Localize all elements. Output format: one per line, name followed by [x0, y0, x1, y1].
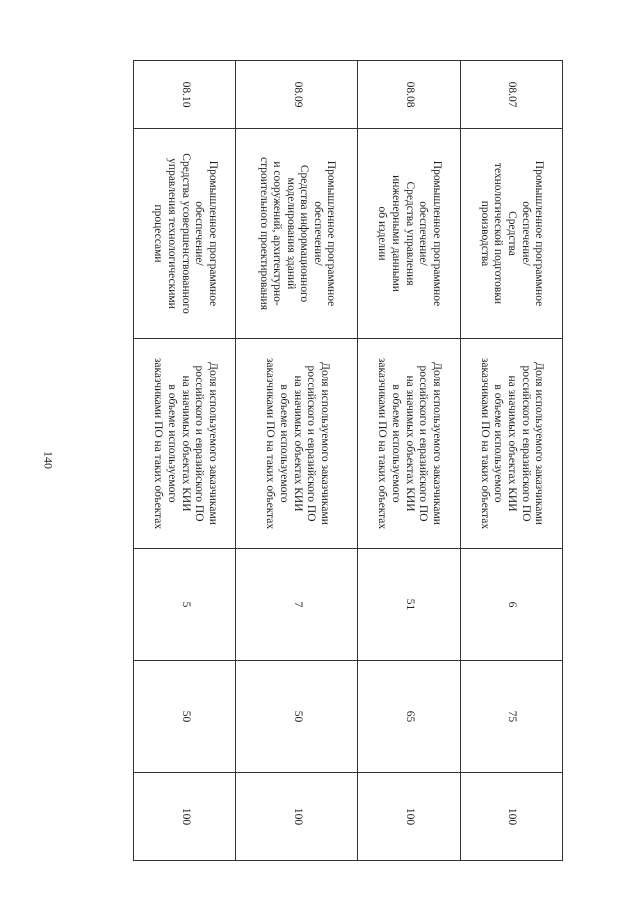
page-number: 140	[41, 451, 56, 469]
cell-indicator: Доля используемого заказчиками российского и евразийского ПО на значимых объектах КИИ в объеме используемого заказчиками ПО на таких объектах	[236, 339, 358, 549]
cell-base-value: 6	[460, 549, 562, 661]
table-row	[134, 61, 237, 861]
cell-base-value: 5	[134, 549, 237, 661]
cell-code: 08.10	[134, 61, 237, 129]
cell-indicator: Доля используемого заказчиками российского и евразийского ПО на значимых объектах КИИ в объеме используемого заказчиками ПО на таких объектах	[134, 339, 237, 549]
cell-value-2: 100	[236, 773, 358, 861]
table-row	[460, 61, 562, 861]
cell-name: Промышленное программное обеспечение/ Средства технологической подготовки производства	[460, 129, 562, 339]
cell-name: Промышленное программное обеспечение/ Средства усовершенствованного управления технологическими процессами	[134, 129, 237, 339]
cell-indicator: Доля используемого заказчиками российского и евразийского ПО на значимых объектах КИИ в объеме используемого заказчиками ПО на таких объектах	[358, 339, 460, 549]
cell-base-value: 51	[358, 549, 460, 661]
cell-value-1: 75	[460, 661, 562, 773]
cell-name: Промышленное программное обеспечение/ Средства информационного моделирования зданий и сооружений, архитектурно- строительного проектирования	[236, 129, 358, 339]
cell-value-1: 50	[236, 661, 358, 773]
cell-base-value: 7	[236, 549, 358, 661]
rotated-table-container	[133, 60, 563, 860]
table-row	[358, 61, 460, 861]
cell-value-1: 50	[134, 661, 237, 773]
cell-code: 08.08	[358, 61, 460, 129]
cell-value-2: 100	[460, 773, 562, 861]
data-table	[133, 60, 563, 861]
cell-value-2: 100	[358, 773, 460, 861]
cell-indicator: Доля используемого заказчиками российского и евразийского ПО на значимых объектах КИИ в объеме используемого заказчиками ПО на таких объектах	[460, 339, 562, 549]
cell-code: 08.07	[460, 61, 562, 129]
table-row	[236, 61, 358, 861]
cell-code: 08.09	[236, 61, 358, 129]
cell-name: Промышленное программное обеспечение/ Средства управления инженерными данными об изделии	[358, 129, 460, 339]
cell-value-1: 65	[358, 661, 460, 773]
cell-value-2: 100	[134, 773, 237, 861]
